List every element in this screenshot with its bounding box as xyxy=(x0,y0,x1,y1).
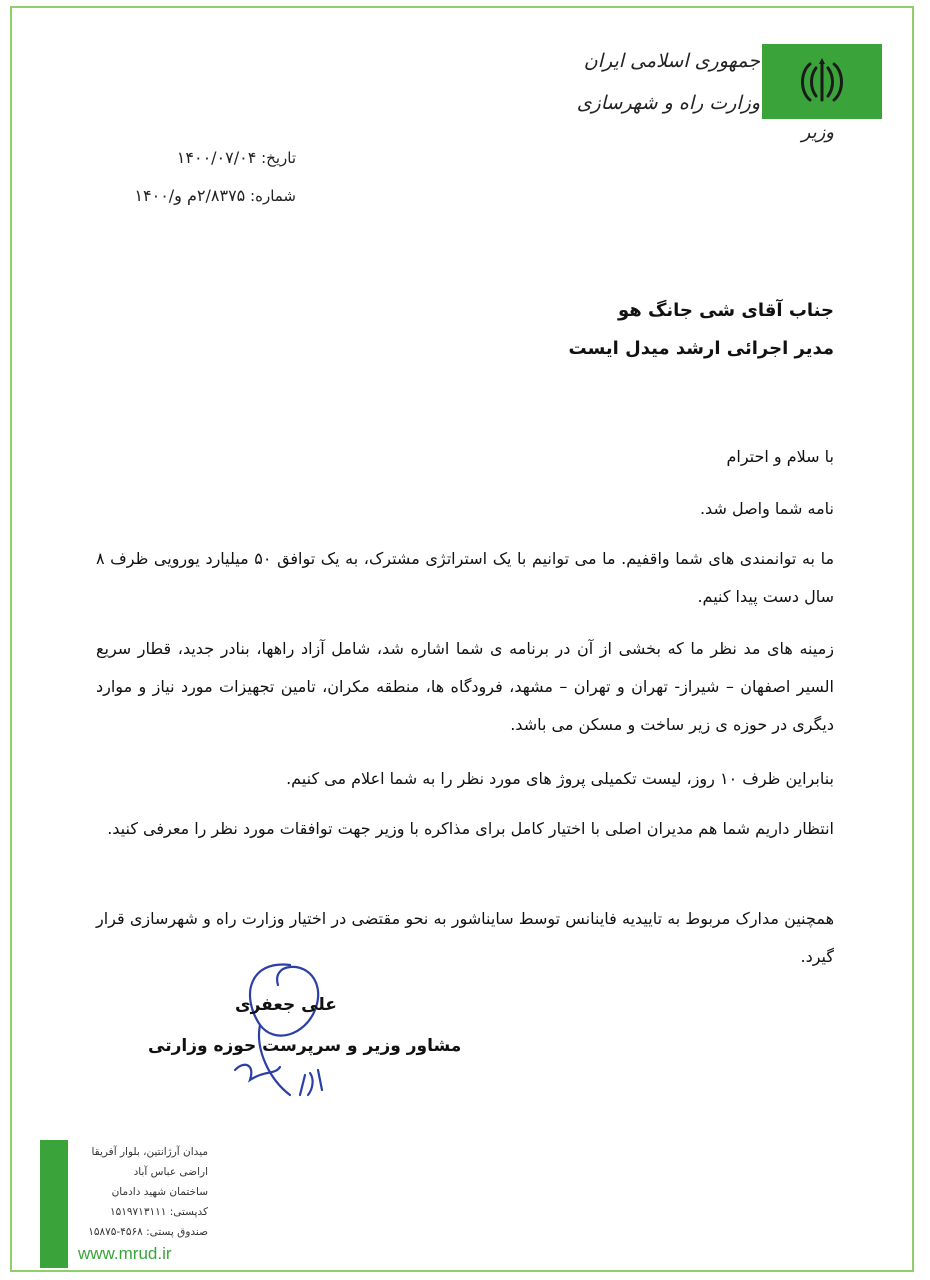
header-ministry: وزارت راه و شهرسازی xyxy=(576,92,760,114)
footer-po-box: صندوق پستی: ۴۵۶۸-۱۵۸۷۵ xyxy=(88,1226,208,1238)
paragraph-4: بنابراین ظرف ۱۰ روز، لیست تکمیلی پروژ های مورد نظر را به شما اعلام می کنیم. xyxy=(286,769,834,788)
iran-emblem-logo xyxy=(762,44,882,119)
footer-address-2: اراضی عباس آباد xyxy=(133,1166,208,1178)
date-value: ۱۴۰۰/۰۷/۰۴ xyxy=(176,148,257,167)
paragraph-3: زمینه های مد نظر ما که بخشی از آن در برنامه ی شما اشاره شد، شامل آزاد راهها، بنادر جدید، قطار سریع السیر اصفهان – شیراز- تهران و تهران – مشهد، فرودگاه ها، منطقه مکران، تامین تجهیزات مورد نیاز و موارد دیگری در حوزه ی زیر ساخت و مسکن می باشد. xyxy=(96,639,834,734)
paragraph-5: انتظار داریم شما هم مدیران اصلی با اختیار کامل برای مذاکره با وزیر جهت توافقات مورد نظر را معرفی کنید. xyxy=(107,819,834,838)
paragraph-6: همچنین مدارک مربوط به تاییدیه فاینانس توسط سایناشور به نحو مقتضی در اختیار وزارت راه و شهرسازی قرار گیرد. xyxy=(96,909,834,966)
date-label: تاریخ: xyxy=(261,149,296,167)
number-value: ۲/۸۳۷۵م و/۱۴۰۰ xyxy=(134,186,246,205)
date-line xyxy=(177,148,296,167)
number-line xyxy=(134,186,296,205)
recipient-title: مدیر اجرائی ارشد میدل ایست xyxy=(568,338,834,359)
number-label: شماره: xyxy=(250,187,296,205)
recipient-name: جناب آقای شی جانگ هو xyxy=(617,300,834,321)
paragraph-2: ما به توانمندی های شما واقفیم. ما می توانیم با یک استراتژی مشترک، به یک توافق ۵۰ میلیارد یورویی ظرف ۸ سال دست پیدا کنیم. xyxy=(96,549,835,606)
signatory-title: مشاور وزیر و سرپرست حوزه وزارتی xyxy=(148,1036,462,1056)
header-minister: وزیر xyxy=(801,122,834,143)
footer-green-bar xyxy=(40,1140,68,1268)
footer-address-1: میدان آرژانتین، بلوار آفریقا xyxy=(91,1146,208,1158)
greeting: با سلام و احترام xyxy=(726,447,834,466)
handwritten-signature xyxy=(220,955,350,1105)
header-country: جمهوری اسلامی ایران xyxy=(583,50,760,72)
footer-website-link[interactable]: www.mrud.ir xyxy=(78,1244,172,1263)
emblem-icon xyxy=(792,56,852,108)
footer-postal-code: کدپستی: ۱۵۱۹۷۱۳۱۱۱ xyxy=(109,1206,208,1218)
footer-address-3: ساختمان شهید دادمان xyxy=(111,1186,208,1198)
paragraph-1: نامه شما واصل شد. xyxy=(699,499,834,518)
signatory-name: علی جعفری xyxy=(235,995,337,1015)
